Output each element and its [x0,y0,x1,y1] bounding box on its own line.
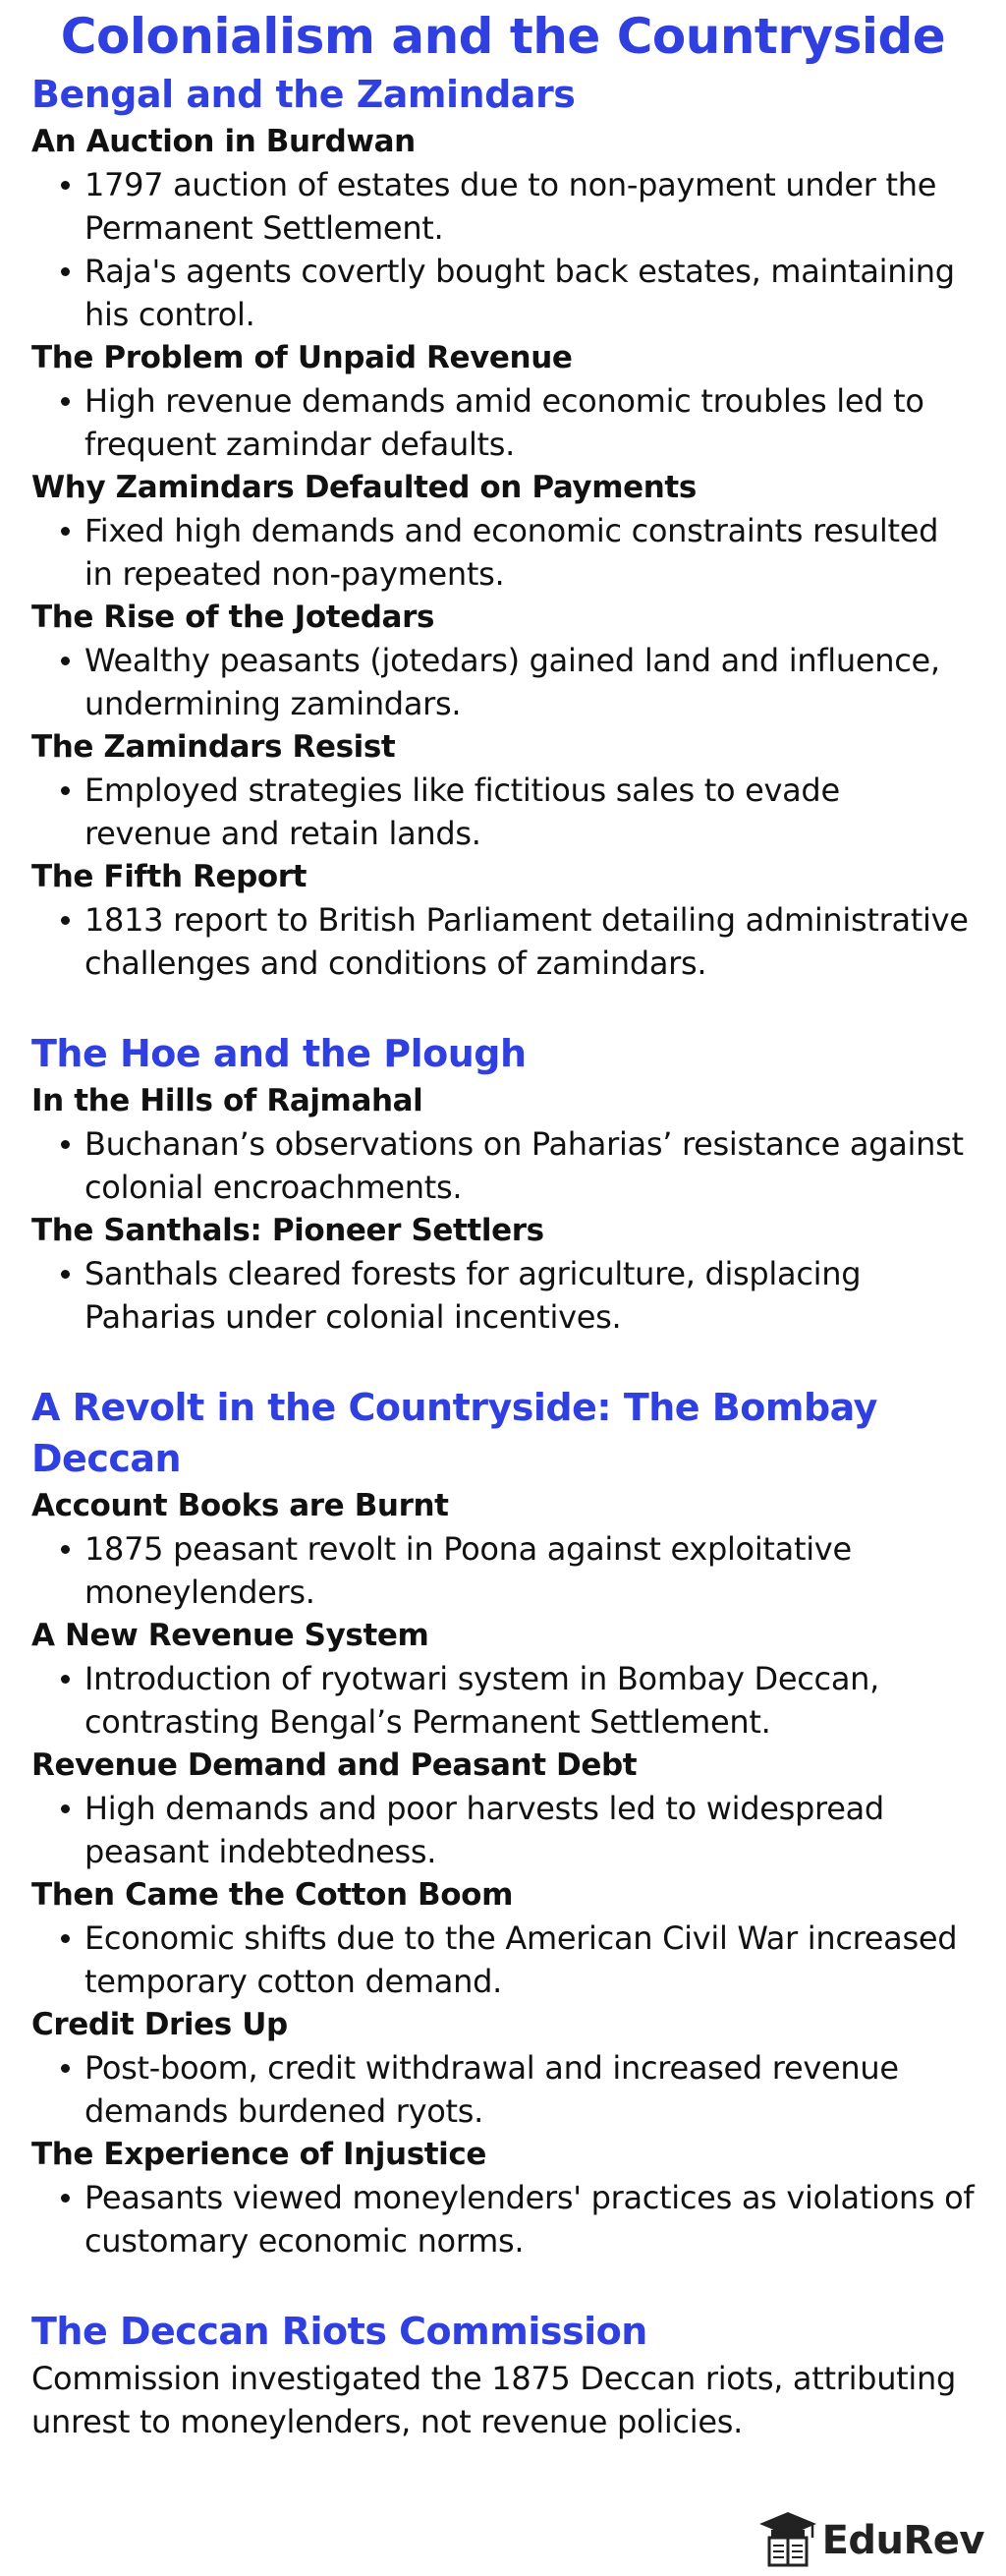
bullet-list [31,639,975,725]
bullet-list [31,2046,975,2133]
section-title: The Deccan Riots Commission [31,2310,647,2353]
subsection-title: Credit Dries Up [31,2007,288,2042]
section [31,2306,975,2443]
section-paragraph: Commission investigated the 1875 Deccan riots, attributing unrest to moneylenders, not revenue policies. [31,2360,957,2440]
bullet-item: Fixed high demands and economic constraints resulted in repeated non-payments. [31,509,975,596]
page-title: Colonialism and the Countryside [60,8,946,65]
bullet-list [31,1122,975,1209]
bullet-list [31,379,975,466]
bullet-item: 1875 peasant revolt in Poona against exploitative moneylenders. [31,1527,975,1614]
bullet-item: Buchanan’s observations on Paharias’ resistance against colonial encroachments. [31,1122,975,1209]
section-title: The Hoe and the Plough [31,1032,527,1075]
bullet-list [31,163,975,336]
subsection-title: A New Revenue System [31,1618,429,1653]
section [31,1382,975,2262]
subsection-title: Then Came the Cotton Boom [31,1877,513,1913]
graduation-cap-book-icon [757,2508,818,2572]
bullet-item: 1797 auction of estates due to non-payment under the Permanent Settlement. [31,163,975,250]
bullet-list [31,1917,975,2003]
subsection-title: The Experience of Injustice [31,2137,486,2172]
bullet-list [31,1527,975,1614]
bullet-item: High revenue demands amid economic troubles led to frequent zamindar defaults. [31,379,975,466]
edurev-logo[interactable] [757,2508,984,2572]
bullet-item: Economic shifts due to the American Civil War increased temporary cotton demand. [31,1917,975,2003]
subsection-title: Why Zamindars Defaulted on Payments [31,470,697,505]
subsection-title: The Santhals: Pioneer Settlers [31,1213,544,1248]
bullet-item: High demands and poor harvests led to widespread peasant indebtedness. [31,1787,975,1873]
bullet-list [31,1787,975,1873]
bullet-list [31,1252,975,1339]
bullet-item: 1813 report to British Parliament detailing administrative challenges and conditions of zamindars. [31,898,975,985]
section [31,69,975,985]
sections-container [31,69,975,2443]
subsection-title: In the Hills of Rajmahal [31,1083,423,1118]
bullet-list [31,2176,975,2262]
bullet-list [31,1657,975,1744]
subsection-title: The Problem of Unpaid Revenue [31,340,573,375]
subsection-title: The Fifth Report [31,859,307,894]
subsection-title: The Rise of the Jotedars [31,600,435,635]
bullet-item: Peasants viewed moneylenders' practices as violations of customary economic norms. [31,2176,975,2262]
bullet-item: Wealthy peasants (jotedars) gained land and influence, undermining zamindars. [31,639,975,725]
subsection-title: Account Books are Burnt [31,1488,449,1523]
logo-text: EduRev [821,2517,984,2563]
subsection-title: The Zamindars Resist [31,729,396,765]
bullet-item: Introduction of ryotwari system in Bombay Deccan, contrasting Bengal’s Permanent Settlement. [31,1657,975,1744]
section-title: Bengal and the Zamindars [31,73,576,116]
bullet-item: Santhals cleared forests for agriculture, displacing Paharias under colonial incentives. [31,1252,975,1339]
subsection-title: An Auction in Burdwan [31,124,416,159]
bullet-list [31,898,975,985]
bullet-item: Employed strategies like fictitious sales to evade revenue and retain lands. [31,769,975,855]
section-title: A Revolt in the Countryside: The Bombay Deccan [31,1386,877,1480]
bullet-list [31,769,975,855]
bullet-list [31,509,975,596]
bullet-item: Post-boom, credit withdrawal and increased revenue demands burdened ryots. [31,2046,975,2133]
section [31,1028,975,1339]
bullet-item: Raja's agents covertly bought back estates, maintaining his control. [31,250,975,336]
subsection-title: Revenue Demand and Peasant Debt [31,1747,638,1783]
